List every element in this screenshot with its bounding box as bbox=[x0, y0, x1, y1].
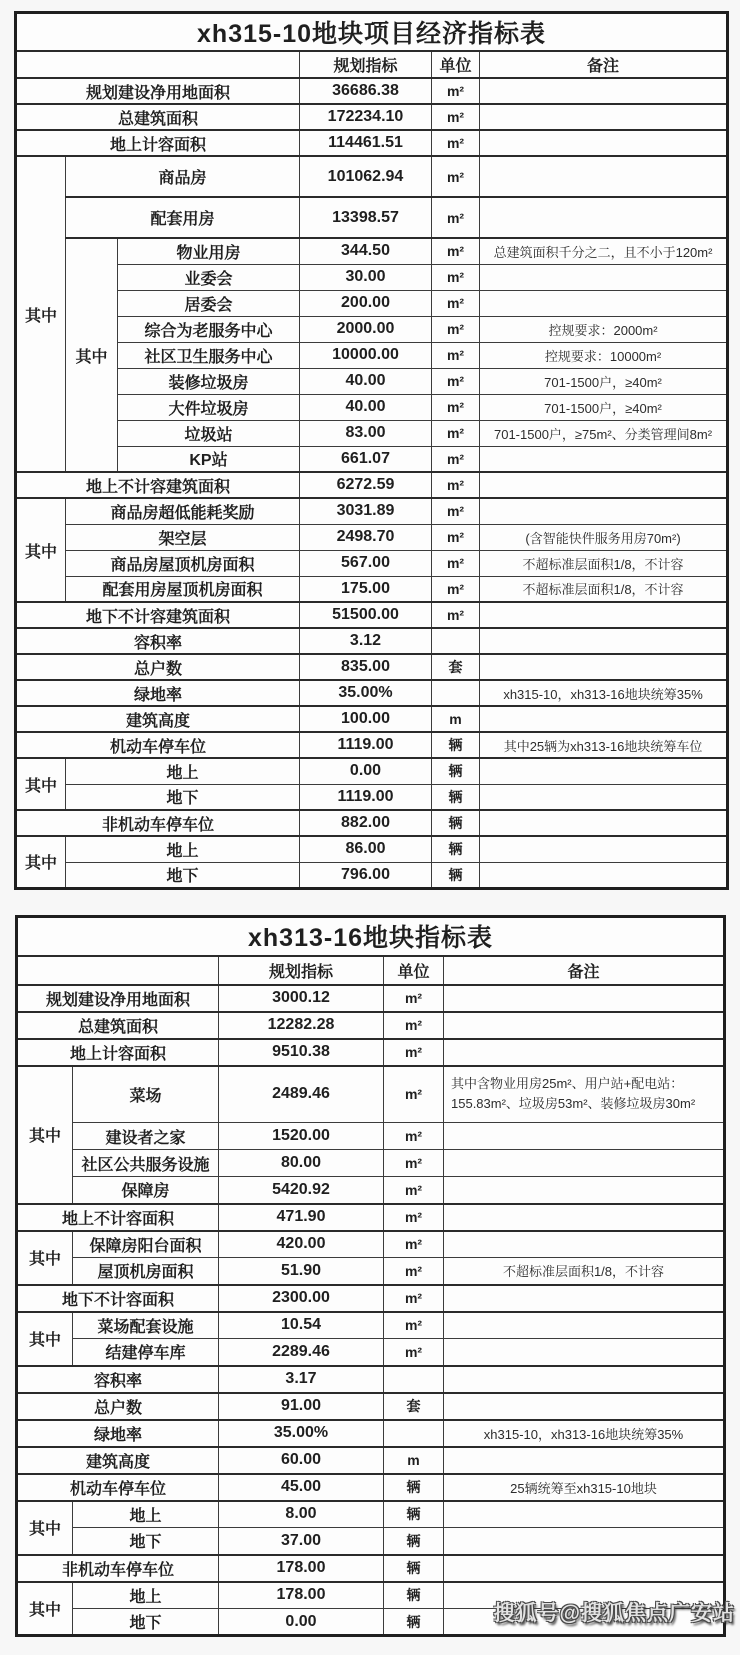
value-cell: 835.00 bbox=[300, 654, 432, 680]
table-row bbox=[17, 1204, 725, 1231]
remark-cell: 控规要求：2000m² bbox=[480, 316, 728, 342]
unit-cell: m² bbox=[432, 576, 480, 602]
remark-cell: 不超标准层面积1/8，不计容 bbox=[480, 550, 728, 576]
unit-cell: m² bbox=[432, 130, 480, 156]
table-row bbox=[16, 130, 728, 156]
table-row bbox=[16, 290, 728, 316]
economic-indicators-table-xh315-10 bbox=[14, 11, 729, 890]
unit-cell: 辆 bbox=[384, 1609, 444, 1636]
unit-cell: 辆 bbox=[384, 1528, 444, 1555]
table-row bbox=[16, 264, 728, 290]
value-cell: 100.00 bbox=[300, 706, 432, 732]
value-cell: 178.00 bbox=[219, 1555, 384, 1582]
row-label-cell: 装修垃圾房 bbox=[118, 368, 300, 394]
row-label-cell: 商品房超低能耗奖励 bbox=[66, 498, 300, 524]
table-row bbox=[17, 1123, 725, 1150]
row-label-cell: 规划建设净用地面积 bbox=[17, 985, 219, 1012]
header-unit: 单位 bbox=[384, 956, 444, 985]
value-cell: 2489.46 bbox=[219, 1066, 384, 1123]
unit-cell bbox=[384, 1420, 444, 1447]
row-label-cell: 大件垃圾房 bbox=[118, 394, 300, 420]
value-cell: 0.00 bbox=[300, 758, 432, 784]
row-label-cell: 综合为老服务中心 bbox=[118, 316, 300, 342]
row-label-cell: 地上 bbox=[66, 836, 300, 862]
unit-cell: m bbox=[432, 706, 480, 732]
value-cell: 172234.10 bbox=[300, 104, 432, 130]
value-cell: 13398.57 bbox=[300, 197, 432, 238]
value-cell: 200.00 bbox=[300, 290, 432, 316]
row-label-cell: 地上计容面积 bbox=[16, 130, 300, 156]
remark-cell bbox=[480, 156, 728, 197]
table-row bbox=[16, 628, 728, 654]
table-row bbox=[16, 810, 728, 836]
table-row bbox=[16, 104, 728, 130]
row-label-cell: 地下 bbox=[73, 1609, 219, 1636]
row-label-cell: 总户数 bbox=[16, 654, 300, 680]
value-cell: 60.00 bbox=[219, 1447, 384, 1474]
value-cell: 2000.00 bbox=[300, 316, 432, 342]
row-label-cell: 配套用房屋顶机房面积 bbox=[66, 576, 300, 602]
table-row bbox=[17, 1177, 725, 1204]
remark-cell bbox=[444, 1285, 725, 1312]
table-row bbox=[16, 706, 728, 732]
group-cell: 其中 bbox=[16, 498, 66, 602]
remark-cell: xh315-10，xh313-16地块统筹35% bbox=[444, 1420, 725, 1447]
row-label-cell: 机动车停车位 bbox=[17, 1474, 219, 1501]
table-row bbox=[17, 1258, 725, 1285]
table-row bbox=[17, 1231, 725, 1258]
row-label-cell: 绿地率 bbox=[16, 680, 300, 706]
table-row bbox=[16, 784, 728, 810]
unit-cell: m² bbox=[432, 446, 480, 472]
unit-cell: m² bbox=[432, 156, 480, 197]
remark-cell bbox=[444, 1177, 725, 1204]
unit-cell: m² bbox=[384, 1231, 444, 1258]
table-row bbox=[16, 498, 728, 524]
value-cell: 91.00 bbox=[219, 1393, 384, 1420]
unit-cell: 套 bbox=[384, 1393, 444, 1420]
row-label-cell: 容积率 bbox=[17, 1366, 219, 1393]
row-label-cell: 地上不计容建筑面积 bbox=[16, 472, 300, 498]
remark-cell: 总建筑面积千分之二，且不小于120m² bbox=[480, 238, 728, 264]
table-row bbox=[16, 524, 728, 550]
row-label-cell: 地上 bbox=[73, 1501, 219, 1528]
unit-cell: m² bbox=[384, 1039, 444, 1066]
unit-cell: m² bbox=[384, 1339, 444, 1366]
value-cell: 1119.00 bbox=[300, 784, 432, 810]
row-label-cell: 屋顶机房面积 bbox=[73, 1258, 219, 1285]
table-row bbox=[16, 472, 728, 498]
value-cell: 101062.94 bbox=[300, 156, 432, 197]
remark-cell bbox=[444, 1204, 725, 1231]
value-cell: 471.90 bbox=[219, 1204, 384, 1231]
remark-cell bbox=[480, 628, 728, 654]
remark-cell bbox=[444, 1501, 725, 1528]
table-row bbox=[17, 1501, 725, 1528]
value-cell: 35.00% bbox=[300, 680, 432, 706]
row-label-cell: 规划建设净用地面积 bbox=[16, 78, 300, 104]
unit-cell: 辆 bbox=[384, 1501, 444, 1528]
group-cell: 其中 bbox=[66, 238, 118, 472]
table-row bbox=[17, 1555, 725, 1582]
row-label-cell: 地下 bbox=[66, 784, 300, 810]
header-indicator: 规划指标 bbox=[300, 51, 432, 78]
row-label-cell: 总建筑面积 bbox=[16, 104, 300, 130]
table-row bbox=[17, 1039, 725, 1066]
table-title: xh313-16地块指标表 bbox=[17, 917, 725, 956]
value-cell: 114461.51 bbox=[300, 130, 432, 156]
table-row bbox=[16, 342, 728, 368]
row-label-cell: 容积率 bbox=[16, 628, 300, 654]
table-row bbox=[16, 680, 728, 706]
unit-cell: m² bbox=[384, 1312, 444, 1339]
value-cell: 3.17 bbox=[219, 1366, 384, 1393]
remark-cell bbox=[480, 130, 728, 156]
remark-cell bbox=[444, 1012, 725, 1039]
remark-cell bbox=[480, 758, 728, 784]
value-cell: 796.00 bbox=[300, 862, 432, 888]
unit-cell: 辆 bbox=[432, 810, 480, 836]
row-label-cell: 地下 bbox=[73, 1528, 219, 1555]
value-cell: 2498.70 bbox=[300, 524, 432, 550]
value-cell: 3000.12 bbox=[219, 985, 384, 1012]
remark-cell: 其中25辆为xh313-16地块统筹车位 bbox=[480, 732, 728, 758]
value-cell: 661.07 bbox=[300, 446, 432, 472]
value-cell: 1119.00 bbox=[300, 732, 432, 758]
remark-cell: (含智能快件服务用房70m²) bbox=[480, 524, 728, 550]
table-row bbox=[16, 13, 728, 52]
table-row bbox=[17, 956, 725, 985]
unit-cell: m² bbox=[432, 104, 480, 130]
table-row bbox=[16, 368, 728, 394]
remark-cell bbox=[480, 706, 728, 732]
table-row bbox=[17, 1150, 725, 1177]
unit-cell: m² bbox=[432, 550, 480, 576]
remark-cell bbox=[444, 1528, 725, 1555]
value-cell: 2300.00 bbox=[219, 1285, 384, 1312]
row-label-cell: 配套用房 bbox=[66, 197, 300, 238]
remark-cell bbox=[444, 1366, 725, 1393]
table-row bbox=[16, 238, 728, 264]
row-label-cell: 架空层 bbox=[66, 524, 300, 550]
group-cell: 其中 bbox=[17, 1231, 73, 1285]
table-row bbox=[16, 732, 728, 758]
row-label-cell: 绿地率 bbox=[17, 1420, 219, 1447]
value-cell: 882.00 bbox=[300, 810, 432, 836]
row-label-cell: 建筑高度 bbox=[16, 706, 300, 732]
remark-cell bbox=[480, 784, 728, 810]
row-label-cell: 地上不计容面积 bbox=[17, 1204, 219, 1231]
unit-cell: m bbox=[384, 1447, 444, 1474]
table-row bbox=[17, 917, 725, 956]
value-cell: 36686.38 bbox=[300, 78, 432, 104]
value-cell: 3.12 bbox=[300, 628, 432, 654]
unit-cell: m² bbox=[432, 472, 480, 498]
remark-cell: 701-1500户，≥75m²、分类管理间8m² bbox=[480, 420, 728, 446]
table-row bbox=[16, 78, 728, 104]
unit-cell: 辆 bbox=[384, 1555, 444, 1582]
table-row bbox=[16, 576, 728, 602]
group-cell: 其中 bbox=[17, 1501, 73, 1555]
remark-cell bbox=[480, 104, 728, 130]
remark-cell bbox=[444, 1150, 725, 1177]
remark-cell bbox=[480, 197, 728, 238]
unit-cell: 辆 bbox=[432, 784, 480, 810]
remark-cell bbox=[444, 1393, 725, 1420]
row-label-cell: 总建筑面积 bbox=[17, 1012, 219, 1039]
value-cell: 86.00 bbox=[300, 836, 432, 862]
value-cell: 175.00 bbox=[300, 576, 432, 602]
row-label-cell: 业委会 bbox=[118, 264, 300, 290]
unit-cell: m² bbox=[384, 1066, 444, 1123]
unit-cell: m² bbox=[384, 1258, 444, 1285]
remark-cell bbox=[480, 472, 728, 498]
unit-cell: m² bbox=[384, 1150, 444, 1177]
unit-cell: m² bbox=[432, 264, 480, 290]
table-title: xh315-10地块项目经济指标表 bbox=[16, 13, 728, 52]
unit-cell: 辆 bbox=[384, 1582, 444, 1609]
table-row bbox=[16, 394, 728, 420]
table-row bbox=[16, 51, 728, 78]
row-label-cell: 非机动车停车位 bbox=[17, 1555, 219, 1582]
row-label-cell: KP站 bbox=[118, 446, 300, 472]
value-cell: 35.00% bbox=[219, 1420, 384, 1447]
value-cell: 420.00 bbox=[219, 1231, 384, 1258]
group-cell: 其中 bbox=[17, 1312, 73, 1366]
row-label-cell: 建设者之家 bbox=[73, 1123, 219, 1150]
header-unit: 单位 bbox=[432, 51, 480, 78]
unit-cell: m² bbox=[432, 394, 480, 420]
row-label-cell: 建筑高度 bbox=[17, 1447, 219, 1474]
header-remark: 备注 bbox=[480, 51, 728, 78]
unit-cell: m² bbox=[384, 1204, 444, 1231]
unit-cell: m² bbox=[432, 78, 480, 104]
row-label-cell: 地上计容面积 bbox=[17, 1039, 219, 1066]
value-cell: 12282.28 bbox=[219, 1012, 384, 1039]
remark-cell: 控规要求：10000m² bbox=[480, 342, 728, 368]
value-cell: 37.00 bbox=[219, 1528, 384, 1555]
row-label-cell: 保障房 bbox=[73, 1177, 219, 1204]
remark-cell bbox=[480, 446, 728, 472]
value-cell: 3031.89 bbox=[300, 498, 432, 524]
remark-cell bbox=[480, 810, 728, 836]
row-label-cell: 非机动车停车位 bbox=[16, 810, 300, 836]
table-row bbox=[16, 602, 728, 628]
remark-cell: xh315-10，xh313-16地块统筹35% bbox=[480, 680, 728, 706]
value-cell: 30.00 bbox=[300, 264, 432, 290]
unit-cell: m² bbox=[432, 602, 480, 628]
value-cell: 9510.38 bbox=[219, 1039, 384, 1066]
header-blank-cell bbox=[17, 956, 219, 985]
unit-cell: 辆 bbox=[432, 758, 480, 784]
row-label-cell: 地下 bbox=[66, 862, 300, 888]
unit-cell bbox=[432, 680, 480, 706]
remark-cell bbox=[480, 498, 728, 524]
value-cell: 1520.00 bbox=[219, 1123, 384, 1150]
value-cell: 0.00 bbox=[219, 1609, 384, 1636]
row-label-cell: 结建停车库 bbox=[73, 1339, 219, 1366]
table-row bbox=[16, 550, 728, 576]
unit-cell: m² bbox=[384, 1123, 444, 1150]
table-row bbox=[17, 1339, 725, 1366]
unit-cell: m² bbox=[384, 985, 444, 1012]
row-label-cell: 地下不计容面积 bbox=[17, 1285, 219, 1312]
value-cell: 40.00 bbox=[300, 394, 432, 420]
remark-cell bbox=[480, 836, 728, 862]
remark-cell bbox=[444, 1555, 725, 1582]
remark-cell: 不超标准层面积1/8，不计容 bbox=[480, 576, 728, 602]
table-row bbox=[17, 1474, 725, 1501]
table-row bbox=[17, 985, 725, 1012]
group-cell: 其中 bbox=[16, 836, 66, 888]
value-cell: 80.00 bbox=[219, 1150, 384, 1177]
row-label-cell: 居委会 bbox=[118, 290, 300, 316]
row-label-cell: 社区公共服务设施 bbox=[73, 1150, 219, 1177]
unit-cell: 套 bbox=[432, 654, 480, 680]
table-row bbox=[17, 1312, 725, 1339]
row-label-cell: 商品房屋顶机房面积 bbox=[66, 550, 300, 576]
unit-cell: m² bbox=[432, 342, 480, 368]
table-row bbox=[17, 1393, 725, 1420]
unit-cell: m² bbox=[384, 1177, 444, 1204]
value-cell: 344.50 bbox=[300, 238, 432, 264]
header-indicator: 规划指标 bbox=[219, 956, 384, 985]
remark-cell bbox=[444, 1339, 725, 1366]
value-cell: 6272.59 bbox=[300, 472, 432, 498]
remark-cell bbox=[480, 264, 728, 290]
table-row bbox=[16, 316, 728, 342]
value-cell: 10.54 bbox=[219, 1312, 384, 1339]
group-cell: 其中 bbox=[16, 758, 66, 810]
row-label-cell: 总户数 bbox=[17, 1393, 219, 1420]
table-row bbox=[16, 758, 728, 784]
table-row bbox=[16, 654, 728, 680]
row-label-cell: 菜场配套设施 bbox=[73, 1312, 219, 1339]
value-cell: 5420.92 bbox=[219, 1177, 384, 1204]
unit-cell: m² bbox=[384, 1012, 444, 1039]
row-label-cell: 社区卫生服务中心 bbox=[118, 342, 300, 368]
unit-cell: 辆 bbox=[432, 862, 480, 888]
remark-cell: 701-1500户，≥40m² bbox=[480, 394, 728, 420]
unit-cell: m² bbox=[384, 1285, 444, 1312]
remark-cell bbox=[480, 654, 728, 680]
unit-cell: 辆 bbox=[432, 836, 480, 862]
group-cell: 其中 bbox=[16, 156, 66, 472]
indicators-table-xh313-16 bbox=[15, 915, 726, 1637]
table-row bbox=[17, 1066, 725, 1123]
value-cell: 51.90 bbox=[219, 1258, 384, 1285]
row-label-cell: 保障房阳台面积 bbox=[73, 1231, 219, 1258]
table-row bbox=[17, 1420, 725, 1447]
table-row bbox=[17, 1012, 725, 1039]
value-cell: 10000.00 bbox=[300, 342, 432, 368]
table-row bbox=[17, 1528, 725, 1555]
table-row bbox=[17, 1447, 725, 1474]
value-cell: 2289.46 bbox=[219, 1339, 384, 1366]
table-row bbox=[16, 156, 728, 197]
remark-cell bbox=[444, 1312, 725, 1339]
table-row bbox=[16, 862, 728, 888]
row-label-cell: 地下不计容建筑面积 bbox=[16, 602, 300, 628]
row-label-cell: 垃圾站 bbox=[118, 420, 300, 446]
unit-cell bbox=[432, 628, 480, 654]
unit-cell: 辆 bbox=[384, 1474, 444, 1501]
row-label-cell: 机动车停车位 bbox=[16, 732, 300, 758]
unit-cell bbox=[384, 1366, 444, 1393]
table-row bbox=[16, 197, 728, 238]
remark-cell bbox=[444, 985, 725, 1012]
remark-cell bbox=[444, 1447, 725, 1474]
value-cell: 178.00 bbox=[219, 1582, 384, 1609]
value-cell: 8.00 bbox=[219, 1501, 384, 1528]
table-row bbox=[17, 1366, 725, 1393]
row-label-cell: 物业用房 bbox=[118, 238, 300, 264]
remark-cell: 不超标准层面积1/8，不计容 bbox=[444, 1258, 725, 1285]
table-row bbox=[16, 420, 728, 446]
value-cell: 51500.00 bbox=[300, 602, 432, 628]
unit-cell: 辆 bbox=[432, 732, 480, 758]
unit-cell: m² bbox=[432, 420, 480, 446]
sohu-watermark: 搜狐号@搜狐焦点广安站 bbox=[493, 1602, 735, 1625]
remark-cell: 其中含物业用房25m²、用户站+配电站：155.83m²、垃圾房53m²、装修垃圾房30m² bbox=[444, 1066, 725, 1123]
table-row bbox=[16, 446, 728, 472]
remark-cell bbox=[480, 862, 728, 888]
row-label-cell: 地上 bbox=[66, 758, 300, 784]
unit-cell: m² bbox=[432, 498, 480, 524]
remark-cell: 701-1500户，≥40m² bbox=[480, 368, 728, 394]
unit-cell: m² bbox=[432, 197, 480, 238]
remark-cell bbox=[480, 78, 728, 104]
table-row bbox=[16, 836, 728, 862]
table-row bbox=[17, 1285, 725, 1312]
row-label-cell: 商品房 bbox=[66, 156, 300, 197]
group-cell: 其中 bbox=[17, 1582, 73, 1636]
group-cell: 其中 bbox=[17, 1066, 73, 1204]
value-cell: 83.00 bbox=[300, 420, 432, 446]
row-label-cell: 菜场 bbox=[73, 1066, 219, 1123]
header-remark: 备注 bbox=[444, 956, 725, 985]
remark-cell: 25辆统筹至xh315-10地块 bbox=[444, 1474, 725, 1501]
unit-cell: m² bbox=[432, 290, 480, 316]
remark-cell bbox=[444, 1039, 725, 1066]
unit-cell: m² bbox=[432, 238, 480, 264]
remark-cell bbox=[444, 1123, 725, 1150]
value-cell: 45.00 bbox=[219, 1474, 384, 1501]
remark-cell bbox=[444, 1231, 725, 1258]
remark-cell bbox=[480, 290, 728, 316]
value-cell: 40.00 bbox=[300, 368, 432, 394]
header-blank-cell bbox=[16, 51, 300, 78]
value-cell: 567.00 bbox=[300, 550, 432, 576]
row-label-cell: 地上 bbox=[73, 1582, 219, 1609]
unit-cell: m² bbox=[432, 524, 480, 550]
remark-cell bbox=[480, 602, 728, 628]
unit-cell: m² bbox=[432, 316, 480, 342]
unit-cell: m² bbox=[432, 368, 480, 394]
